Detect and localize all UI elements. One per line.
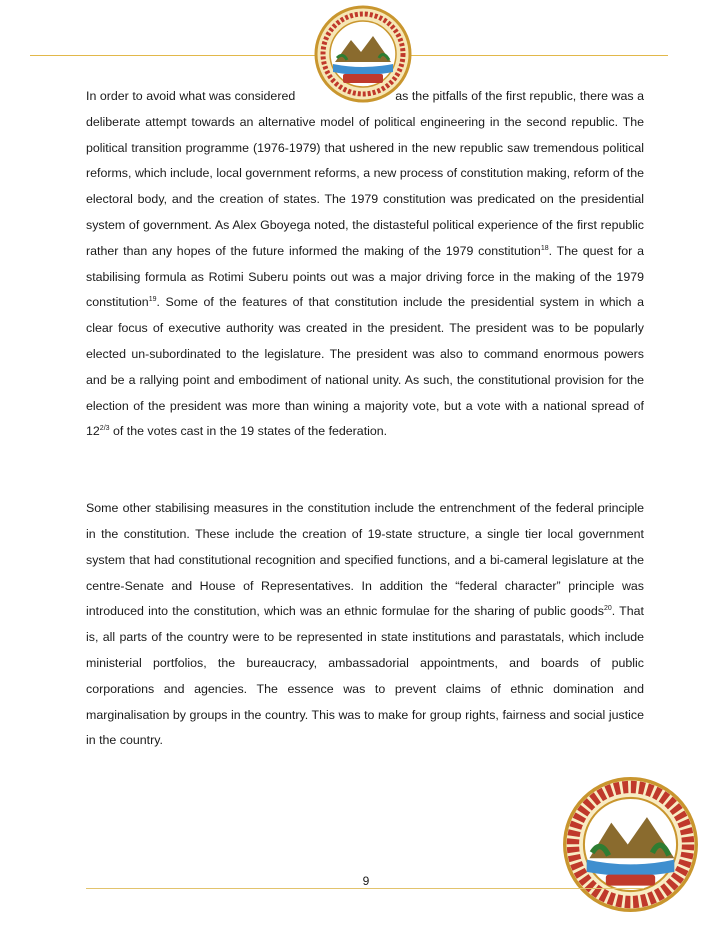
paragraph-2-text-a: Some other stabilising measures in the constitution include the entrenchment of the federal principle in the constitution. These include the creation of 19-state structure, a single tier local government system that had constitutional recognition and specified functions, and a bi-cameral legislature at the centre-Senate and House of Representatives. In addition the “federal character” principle was introduced into the constitution, which was an ethnic formulae for the sharing of public goods	[86, 501, 644, 619]
paragraph-2-text-b: . That is, all parts of the country were to be represented in state institutions and parastatals, which include ministerial portfolios, the bureaucracy, ambassadorial appointments, and boards of public corporations and agencies. The essence was to prevent claims of ethnic domination and marginalisation by groups in the country. This was to make for group rights, fairness and social justice in the country.	[86, 604, 644, 748]
paragraph-1	[86, 84, 644, 445]
paragraph-1-text-e: of the votes cast in the 19 states of the federation.	[109, 424, 388, 439]
paragraph-1-text-d: . Some of the features of that constitution include the presidential system in which a clear focus of executive authority was created in the president. The president was to be popularly elected un-subordinated to the legislature. The president was also to command enormous powers and be a rallying point and embodiment of national unity. As such, the constitutional provision for the election of the president was more than wining a majority vote, but a vote with a national spread of 12	[86, 295, 644, 439]
seal-emblem-icon	[562, 776, 699, 913]
footnote-ref-19: 19	[148, 296, 157, 304]
footnote-ref-18: 18	[540, 244, 549, 252]
footer-rule	[86, 888, 644, 889]
paragraph-1-text-a: In order to avoid what was considered	[86, 89, 296, 103]
page-number: 9	[362, 874, 370, 888]
fraction-superscript: 2/3	[99, 425, 110, 433]
paragraph-2	[86, 496, 644, 754]
seal-bottom	[562, 776, 699, 913]
paragraph-1-text-b: as the pitfalls of the first republic, there was a deliberate attempt towards an alternative model of political engineering in the second republic. The political transition programme (1976-1979) that ushered in the new republic saw tremendous political reforms, which include, local government reforms, a new process of constitution making, reform of the electoral body, and the creation of states. The 1979 constitution was predicated on the presidential system of government. As Alex Gboyega noted, the distasteful political experience of the first republic rather than any hopes of the future informed the making of the 1979 constitution	[86, 89, 644, 258]
paragraph-1-text-c: . The quest for a stabilising formula as Rotimi Suberu points out was a major driving force in the making of the 1979 constitution	[86, 243, 644, 310]
document-body	[86, 84, 644, 754]
footnote-ref-20: 20	[603, 605, 612, 613]
